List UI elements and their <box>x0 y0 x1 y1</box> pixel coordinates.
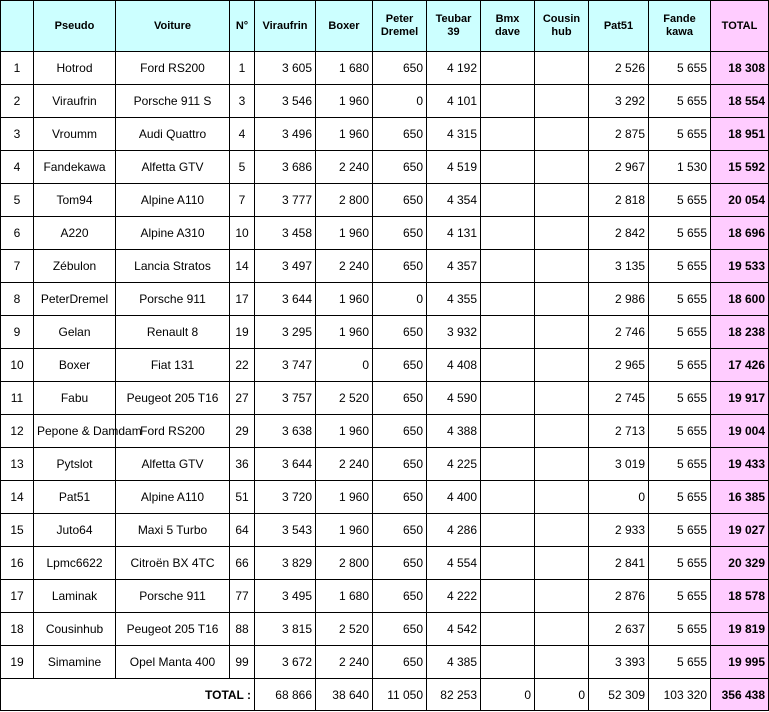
cell-teubar: 4 400 <box>427 481 481 514</box>
cell-teubar: 4 315 <box>427 118 481 151</box>
cell-pat51: 3 135 <box>589 250 649 283</box>
cell-cousin <box>535 349 589 382</box>
cell-cousin <box>535 646 589 679</box>
cell-no: 10 <box>230 217 255 250</box>
cell-boxer: 1 960 <box>316 514 373 547</box>
cell-pseudo: Boxer <box>34 349 116 382</box>
cell-teubar: 4 357 <box>427 250 481 283</box>
cell-boxer: 0 <box>316 349 373 382</box>
cell-pseudo: Cousinhub <box>34 613 116 646</box>
cell-voiture: Alfetta GTV <box>116 151 230 184</box>
cell-fande: 5 655 <box>649 283 711 316</box>
table-row <box>1 580 769 613</box>
cell-peter: 650 <box>373 316 427 349</box>
cell-bmx <box>481 415 535 448</box>
cell-teubar: 4 408 <box>427 349 481 382</box>
cell-bmx <box>481 85 535 118</box>
cell-total: 20 329 <box>711 547 769 580</box>
cell-pseudo: Hotrod <box>34 52 116 85</box>
cell-pat51: 0 <box>589 481 649 514</box>
cell-fande: 5 655 <box>649 85 711 118</box>
cell-boxer: 1 960 <box>316 415 373 448</box>
table-row <box>1 184 769 217</box>
cell-boxer: 2 240 <box>316 151 373 184</box>
cell-teubar: 4 225 <box>427 448 481 481</box>
cell-pseudo: A220 <box>34 217 116 250</box>
cell-bmx <box>481 382 535 415</box>
cell-viraufrin: 3 543 <box>255 514 316 547</box>
cell-pat51: 2 876 <box>589 580 649 613</box>
table-row <box>1 250 769 283</box>
header-total: TOTAL <box>711 1 769 52</box>
cell-teubar: 4 554 <box>427 547 481 580</box>
cell-no: 64 <box>230 514 255 547</box>
cell-num: 6 <box>1 217 34 250</box>
cell-cousin <box>535 52 589 85</box>
header-pseudo: Pseudo <box>34 1 116 52</box>
cell-viraufrin: 3 777 <box>255 184 316 217</box>
cell-fande: 5 655 <box>649 349 711 382</box>
cell-no: 51 <box>230 481 255 514</box>
cell-viraufrin: 3 295 <box>255 316 316 349</box>
cell-bmx <box>481 118 535 151</box>
header-cousin: Cousin hub <box>535 1 589 52</box>
header-voiture: Voiture <box>116 1 230 52</box>
cell-fande: 5 655 <box>649 184 711 217</box>
cell-total: 18 578 <box>711 580 769 613</box>
cell-voiture: Peugeot 205 T16 <box>116 382 230 415</box>
cell-voiture: Renault 8 <box>116 316 230 349</box>
cell-bmx <box>481 646 535 679</box>
cell-bmx <box>481 580 535 613</box>
cell-boxer: 1 960 <box>316 85 373 118</box>
cell-boxer: 2 800 <box>316 547 373 580</box>
cell-peter: 650 <box>373 481 427 514</box>
cell-total: 15 592 <box>711 151 769 184</box>
cell-pat51: 2 967 <box>589 151 649 184</box>
cell-total: 19 027 <box>711 514 769 547</box>
cell-num: 1 <box>1 52 34 85</box>
cell-peter: 650 <box>373 382 427 415</box>
cell-total: 18 554 <box>711 85 769 118</box>
cell-voiture: Porsche 911 <box>116 283 230 316</box>
cell-boxer: 2 240 <box>316 646 373 679</box>
table-row <box>1 52 769 85</box>
cell-total: 18 308 <box>711 52 769 85</box>
cell-pseudo: Gelan <box>34 316 116 349</box>
cell-bmx <box>481 250 535 283</box>
cell-voiture: Ford RS200 <box>116 52 230 85</box>
cell-total: 19 819 <box>711 613 769 646</box>
totals-grand-total: 356 438 <box>711 679 769 711</box>
cell-cousin <box>535 481 589 514</box>
cell-pseudo: Fandekawa <box>34 151 116 184</box>
cell-peter: 650 <box>373 217 427 250</box>
cell-total: 19 995 <box>711 646 769 679</box>
cell-teubar: 4 131 <box>427 217 481 250</box>
cell-total: 18 696 <box>711 217 769 250</box>
cell-num: 9 <box>1 316 34 349</box>
cell-teubar: 4 590 <box>427 382 481 415</box>
table-row <box>1 85 769 118</box>
cell-cousin <box>535 382 589 415</box>
cell-num: 14 <box>1 481 34 514</box>
cell-fande: 5 655 <box>649 316 711 349</box>
cell-cousin <box>535 283 589 316</box>
cell-num: 13 <box>1 448 34 481</box>
cell-fande: 5 655 <box>649 547 711 580</box>
table-row <box>1 646 769 679</box>
cell-peter: 0 <box>373 283 427 316</box>
cell-bmx <box>481 52 535 85</box>
cell-num: 2 <box>1 85 34 118</box>
header-num <box>1 1 34 52</box>
cell-viraufrin: 3 815 <box>255 613 316 646</box>
cell-num: 3 <box>1 118 34 151</box>
cell-viraufrin: 3 829 <box>255 547 316 580</box>
cell-pat51: 2 986 <box>589 283 649 316</box>
cell-viraufrin: 3 720 <box>255 481 316 514</box>
cell-pseudo: Tom94 <box>34 184 116 217</box>
cell-boxer: 2 520 <box>316 613 373 646</box>
cell-viraufrin: 3 638 <box>255 415 316 448</box>
cell-no: 14 <box>230 250 255 283</box>
cell-teubar: 4 286 <box>427 514 481 547</box>
cell-teubar: 4 385 <box>427 646 481 679</box>
header-teubar: Teubar 39 <box>427 1 481 52</box>
header-row <box>1 1 769 52</box>
cell-pat51: 2 745 <box>589 382 649 415</box>
cell-boxer: 2 240 <box>316 448 373 481</box>
cell-fande: 1 530 <box>649 151 711 184</box>
cell-pat51: 3 292 <box>589 85 649 118</box>
cell-no: 88 <box>230 613 255 646</box>
cell-teubar: 4 519 <box>427 151 481 184</box>
cell-no: 36 <box>230 448 255 481</box>
cell-teubar: 4 388 <box>427 415 481 448</box>
cell-peter: 650 <box>373 52 427 85</box>
cell-bmx <box>481 184 535 217</box>
cell-cousin <box>535 85 589 118</box>
cell-no: 22 <box>230 349 255 382</box>
cell-no: 4 <box>230 118 255 151</box>
cell-pseudo: Juto64 <box>34 514 116 547</box>
cell-pat51: 2 933 <box>589 514 649 547</box>
cell-cousin <box>535 448 589 481</box>
header-pat51: Pat51 <box>589 1 649 52</box>
cell-total: 19 433 <box>711 448 769 481</box>
table-row <box>1 349 769 382</box>
cell-num: 7 <box>1 250 34 283</box>
cell-bmx <box>481 514 535 547</box>
cell-peter: 650 <box>373 151 427 184</box>
header-no: N° <box>230 1 255 52</box>
cell-total: 18 951 <box>711 118 769 151</box>
cell-boxer: 1 960 <box>316 217 373 250</box>
cell-viraufrin: 3 546 <box>255 85 316 118</box>
cell-num: 4 <box>1 151 34 184</box>
cell-pseudo: Pepone & Damdam <box>34 415 116 448</box>
cell-no: 17 <box>230 283 255 316</box>
cell-peter: 650 <box>373 118 427 151</box>
cell-pseudo: PeterDremel <box>34 283 116 316</box>
header-fande: Fande kawa <box>649 1 711 52</box>
cell-viraufrin: 3 757 <box>255 382 316 415</box>
cell-pseudo: Vroumm <box>34 118 116 151</box>
cell-peter: 650 <box>373 250 427 283</box>
cell-peter: 650 <box>373 349 427 382</box>
cell-total: 19 533 <box>711 250 769 283</box>
table-row <box>1 316 769 349</box>
cell-boxer: 1 960 <box>316 118 373 151</box>
cell-viraufrin: 3 496 <box>255 118 316 151</box>
cell-cousin <box>535 316 589 349</box>
cell-pat51: 2 842 <box>589 217 649 250</box>
table-row <box>1 448 769 481</box>
cell-num: 19 <box>1 646 34 679</box>
cell-cousin <box>535 580 589 613</box>
cell-total: 19 004 <box>711 415 769 448</box>
cell-viraufrin: 3 644 <box>255 283 316 316</box>
cell-pseudo: Simamine <box>34 646 116 679</box>
cell-peter: 650 <box>373 646 427 679</box>
cell-cousin <box>535 184 589 217</box>
table-row <box>1 514 769 547</box>
cell-peter: 0 <box>373 85 427 118</box>
cell-no: 66 <box>230 547 255 580</box>
cell-cousin <box>535 514 589 547</box>
cell-viraufrin: 3 686 <box>255 151 316 184</box>
results-body <box>1 52 769 679</box>
cell-fande: 5 655 <box>649 481 711 514</box>
cell-peter: 650 <box>373 547 427 580</box>
cell-viraufrin: 3 605 <box>255 52 316 85</box>
cell-voiture: Ford RS200 <box>116 415 230 448</box>
totals-teubar: 82 253 <box>427 679 481 711</box>
cell-no: 27 <box>230 382 255 415</box>
totals-fande: 103 320 <box>649 679 711 711</box>
cell-pat51: 2 875 <box>589 118 649 151</box>
table-row <box>1 151 769 184</box>
cell-viraufrin: 3 672 <box>255 646 316 679</box>
cell-fande: 5 655 <box>649 613 711 646</box>
totals-pat51: 52 309 <box>589 679 649 711</box>
cell-boxer: 1 960 <box>316 316 373 349</box>
header-viraufrin: Viraufrin <box>255 1 316 52</box>
cell-voiture: Alpine A310 <box>116 217 230 250</box>
table-row <box>1 382 769 415</box>
cell-pseudo: Zébulon <box>34 250 116 283</box>
cell-num: 15 <box>1 514 34 547</box>
cell-no: 19 <box>230 316 255 349</box>
cell-cousin <box>535 217 589 250</box>
table-row <box>1 547 769 580</box>
cell-pat51: 3 019 <box>589 448 649 481</box>
cell-fande: 5 655 <box>649 217 711 250</box>
table-row <box>1 283 769 316</box>
cell-pseudo: Laminak <box>34 580 116 613</box>
cell-voiture: Citroën BX 4TC <box>116 547 230 580</box>
cell-total: 19 917 <box>711 382 769 415</box>
table-row <box>1 217 769 250</box>
cell-bmx <box>481 283 535 316</box>
cell-fande: 5 655 <box>649 580 711 613</box>
cell-boxer: 1 960 <box>316 283 373 316</box>
table-row <box>1 481 769 514</box>
cell-cousin <box>535 547 589 580</box>
cell-bmx <box>481 349 535 382</box>
cell-pat51: 3 393 <box>589 646 649 679</box>
cell-voiture: Fiat 131 <box>116 349 230 382</box>
header-bmx: Bmx dave <box>481 1 535 52</box>
cell-num: 5 <box>1 184 34 217</box>
cell-bmx <box>481 448 535 481</box>
header-peter: Peter Dremel <box>373 1 427 52</box>
cell-pat51: 2 965 <box>589 349 649 382</box>
cell-bmx <box>481 547 535 580</box>
totals-cousin: 0 <box>535 679 589 711</box>
cell-viraufrin: 3 458 <box>255 217 316 250</box>
cell-peter: 650 <box>373 448 427 481</box>
cell-cousin <box>535 250 589 283</box>
cell-boxer: 2 800 <box>316 184 373 217</box>
cell-cousin <box>535 118 589 151</box>
cell-boxer: 1 680 <box>316 52 373 85</box>
cell-pseudo: Pytslot <box>34 448 116 481</box>
cell-total: 20 054 <box>711 184 769 217</box>
totals-row <box>1 679 769 711</box>
cell-pat51: 2 713 <box>589 415 649 448</box>
cell-voiture: Alpine A110 <box>116 184 230 217</box>
cell-no: 77 <box>230 580 255 613</box>
cell-pat51: 2 637 <box>589 613 649 646</box>
cell-cousin <box>535 415 589 448</box>
totals-boxer: 38 640 <box>316 679 373 711</box>
cell-num: 18 <box>1 613 34 646</box>
cell-no: 3 <box>230 85 255 118</box>
cell-bmx <box>481 316 535 349</box>
cell-num: 11 <box>1 382 34 415</box>
cell-peter: 650 <box>373 415 427 448</box>
cell-num: 10 <box>1 349 34 382</box>
totals-viraufrin: 68 866 <box>255 679 316 711</box>
cell-num: 12 <box>1 415 34 448</box>
cell-teubar: 4 355 <box>427 283 481 316</box>
cell-pseudo: Pat51 <box>34 481 116 514</box>
cell-teubar: 4 192 <box>427 52 481 85</box>
cell-viraufrin: 3 497 <box>255 250 316 283</box>
cell-voiture: Audi Quattro <box>116 118 230 151</box>
cell-bmx <box>481 217 535 250</box>
cell-teubar: 3 932 <box>427 316 481 349</box>
cell-voiture: Opel Manta 400 <box>116 646 230 679</box>
cell-voiture: Alpine A110 <box>116 481 230 514</box>
cell-boxer: 2 520 <box>316 382 373 415</box>
cell-teubar: 4 222 <box>427 580 481 613</box>
cell-voiture: Porsche 911 S <box>116 85 230 118</box>
cell-no: 29 <box>230 415 255 448</box>
cell-boxer: 1 960 <box>316 481 373 514</box>
cell-pat51: 2 818 <box>589 184 649 217</box>
cell-peter: 650 <box>373 613 427 646</box>
cell-num: 17 <box>1 580 34 613</box>
cell-voiture: Porsche 911 <box>116 580 230 613</box>
cell-boxer: 2 240 <box>316 250 373 283</box>
totals-bmx: 0 <box>481 679 535 711</box>
cell-fande: 5 655 <box>649 646 711 679</box>
cell-pseudo: Viraufrin <box>34 85 116 118</box>
cell-viraufrin: 3 495 <box>255 580 316 613</box>
cell-bmx <box>481 613 535 646</box>
cell-bmx <box>481 151 535 184</box>
cell-fande: 5 655 <box>649 52 711 85</box>
cell-teubar: 4 542 <box>427 613 481 646</box>
totals-label: TOTAL : <box>1 679 255 711</box>
cell-num: 8 <box>1 283 34 316</box>
cell-voiture: Peugeot 205 T16 <box>116 613 230 646</box>
cell-fande: 5 655 <box>649 382 711 415</box>
table-row <box>1 613 769 646</box>
header-boxer: Boxer <box>316 1 373 52</box>
cell-fande: 5 655 <box>649 415 711 448</box>
cell-bmx <box>481 481 535 514</box>
cell-pat51: 2 746 <box>589 316 649 349</box>
cell-total: 17 426 <box>711 349 769 382</box>
cell-no: 5 <box>230 151 255 184</box>
cell-fande: 5 655 <box>649 250 711 283</box>
cell-no: 99 <box>230 646 255 679</box>
cell-fande: 5 655 <box>649 448 711 481</box>
cell-cousin <box>535 151 589 184</box>
table-row <box>1 118 769 151</box>
cell-fande: 5 655 <box>649 118 711 151</box>
cell-pat51: 2 841 <box>589 547 649 580</box>
cell-voiture: Maxi 5 Turbo <box>116 514 230 547</box>
table-row <box>1 415 769 448</box>
cell-no: 7 <box>230 184 255 217</box>
cell-pseudo: Fabu <box>34 382 116 415</box>
cell-boxer: 1 680 <box>316 580 373 613</box>
cell-num: 16 <box>1 547 34 580</box>
cell-peter: 650 <box>373 580 427 613</box>
cell-fande: 5 655 <box>649 514 711 547</box>
cell-voiture: Lancia Stratos <box>116 250 230 283</box>
cell-pseudo: Lpmc6622 <box>34 547 116 580</box>
cell-viraufrin: 3 644 <box>255 448 316 481</box>
cell-teubar: 4 101 <box>427 85 481 118</box>
cell-peter: 650 <box>373 184 427 217</box>
cell-pat51: 2 526 <box>589 52 649 85</box>
cell-total: 16 385 <box>711 481 769 514</box>
totals-peter: 11 050 <box>373 679 427 711</box>
cell-cousin <box>535 613 589 646</box>
cell-total: 18 600 <box>711 283 769 316</box>
cell-no: 1 <box>230 52 255 85</box>
cell-peter: 650 <box>373 514 427 547</box>
cell-total: 18 238 <box>711 316 769 349</box>
cell-teubar: 4 354 <box>427 184 481 217</box>
cell-viraufrin: 3 747 <box>255 349 316 382</box>
cell-voiture: Alfetta GTV <box>116 448 230 481</box>
